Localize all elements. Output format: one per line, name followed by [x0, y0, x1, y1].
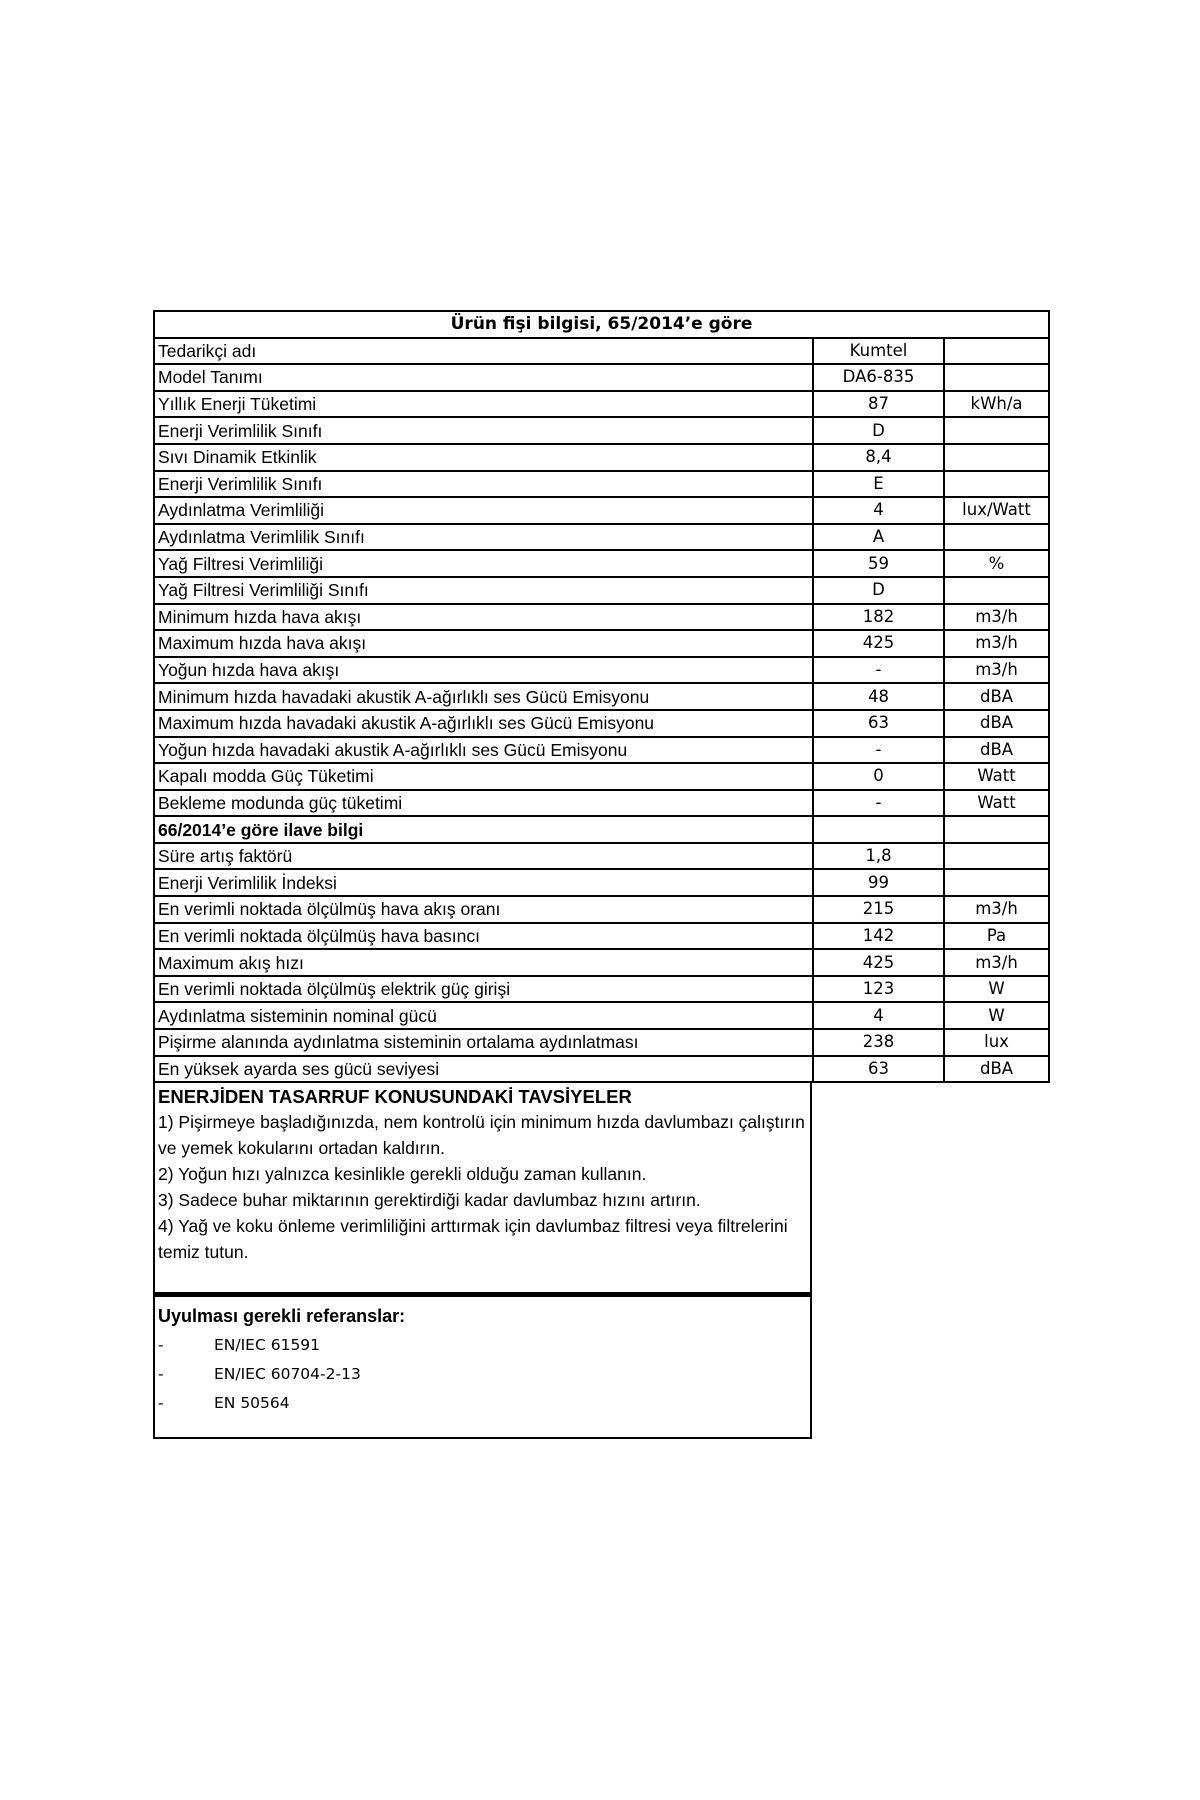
row-unit: dBA	[944, 683, 1049, 710]
row-unit	[944, 338, 1049, 365]
table-row	[154, 444, 1049, 471]
advice-item: 1) Pişirmeye başladığınızda, nem kontrolü için minimum hızda davlumbazı çalıştırın ve yemek kokularını ortadan kaldırın.	[158, 1112, 805, 1159]
row-label: Tedarikçi adı	[154, 338, 813, 365]
row-label: Minimum hızda havadaki akustik A-ağırlıklı ses Gücü Emisyonu	[154, 683, 813, 710]
row-value: D	[813, 417, 944, 444]
row-label: Yoğun hızda hava akışı	[154, 657, 813, 684]
table-title: Ürün fişi bilgisi, 65/2014’e göre	[154, 311, 1049, 338]
row-value: 182	[813, 604, 944, 631]
row-label: En verimli noktada ölçülmüş elektrik güç girişi	[154, 976, 813, 1003]
row-unit: m3/h	[944, 896, 1049, 923]
row-unit	[944, 444, 1049, 471]
table-row	[154, 843, 1049, 870]
references-title: Uyulması gerekli referanslar:	[158, 1306, 406, 1327]
row-unit: dBA	[944, 1056, 1049, 1083]
row-value: 425	[813, 630, 944, 657]
row-value: 48	[813, 683, 944, 710]
row-unit	[944, 417, 1049, 444]
row-label: Minimum hızda hava akışı	[154, 604, 813, 631]
reference-item	[158, 1360, 807, 1389]
row-value: -	[813, 657, 944, 684]
table-row	[154, 869, 1049, 896]
row-label: Pişirme alanında aydınlatma sisteminin ortalama aydınlatması	[154, 1029, 813, 1056]
advice-item: 2) Yoğun hızı yalnızca kesinlikle gerekli olduğu zaman kullanın.	[158, 1164, 647, 1185]
section-heading: 66/2014’e göre ilave bilgi	[154, 816, 813, 843]
reference-standard: EN/IEC 61591	[214, 1336, 321, 1355]
references-box	[153, 1294, 812, 1439]
row-value: 63	[813, 710, 944, 737]
table-row	[154, 657, 1049, 684]
table-row	[154, 976, 1049, 1003]
table-row	[154, 710, 1049, 737]
row-label: Enerji Verimlilik Sınıfı	[154, 417, 813, 444]
table-row	[154, 577, 1049, 604]
row-value: -	[813, 790, 944, 817]
reference-dash: -	[158, 1394, 164, 1413]
row-unit: lux	[944, 1029, 1049, 1056]
product-fiche-sheet	[153, 310, 1048, 1439]
row-unit	[944, 524, 1049, 551]
row-value: 63	[813, 1056, 944, 1083]
row-label: Maximum akış hızı	[154, 949, 813, 976]
product-fiche-table	[153, 310, 1050, 1083]
row-value: 215	[813, 896, 944, 923]
row-unit: kWh/a	[944, 391, 1049, 418]
row-value: 4	[813, 497, 944, 524]
row-value: 87	[813, 391, 944, 418]
row-label: Maximum hızda hava akışı	[154, 630, 813, 657]
table-title-row	[154, 311, 1049, 338]
row-label: Aydınlatma Verimlilik Sınıfı	[154, 524, 813, 551]
row-unit	[944, 364, 1049, 391]
row-unit: m3/h	[944, 604, 1049, 631]
table-row	[154, 524, 1049, 551]
row-unit	[944, 869, 1049, 896]
row-value: DA6-835	[813, 364, 944, 391]
row-label: Sıvı Dinamik Etkinlik	[154, 444, 813, 471]
row-value: E	[813, 471, 944, 498]
table-row	[154, 923, 1049, 950]
row-value: Kumtel	[813, 338, 944, 365]
reference-dash: -	[158, 1336, 164, 1355]
table-row	[154, 497, 1049, 524]
table-row	[154, 364, 1049, 391]
row-value: 142	[813, 923, 944, 950]
table-row	[154, 630, 1049, 657]
row-value: 425	[813, 949, 944, 976]
row-label: Maximum hızda havadaki akustik A-ağırlıklı ses Gücü Emisyonu	[154, 710, 813, 737]
row-unit: dBA	[944, 710, 1049, 737]
table-row	[154, 550, 1049, 577]
row-unit	[944, 577, 1049, 604]
row-label: En yüksek ayarda ses gücü seviyesi	[154, 1056, 813, 1083]
row-unit: dBA	[944, 737, 1049, 764]
table-row	[154, 1056, 1049, 1083]
table-row	[154, 471, 1049, 498]
row-label: Yağ Filtresi Verimliliği Sınıfı	[154, 577, 813, 604]
row-unit: Watt	[944, 763, 1049, 790]
row-label: Model Tanımı	[154, 364, 813, 391]
reference-standard: EN 50564	[214, 1394, 290, 1413]
row-label: Süre artış faktörü	[154, 843, 813, 870]
row-label: Enerji Verimlilik Sınıfı	[154, 471, 813, 498]
row-unit: %	[944, 550, 1049, 577]
table-row	[154, 763, 1049, 790]
row-value: 238	[813, 1029, 944, 1056]
row-value: 0	[813, 763, 944, 790]
row-label: Aydınlatma sisteminin nominal gücü	[154, 1002, 813, 1029]
row-label: En verimli noktada ölçülmüş hava akış oranı	[154, 896, 813, 923]
row-unit: m3/h	[944, 949, 1049, 976]
row-unit: Watt	[944, 790, 1049, 817]
row-unit: W	[944, 1002, 1049, 1029]
row-unit: lux/Watt	[944, 497, 1049, 524]
row-label: Yıllık Enerji Tüketimi	[154, 391, 813, 418]
table-row	[154, 683, 1049, 710]
row-value: 99	[813, 869, 944, 896]
table-row	[154, 737, 1049, 764]
advice-title: ENERJİDEN TASARRUF KONUSUNDAKİ TAVSİYELER	[158, 1086, 632, 1108]
energy-saving-advice-box	[153, 1083, 812, 1294]
table-row	[154, 790, 1049, 817]
row-label: Aydınlatma Verimliliği	[154, 497, 813, 524]
row-value: -	[813, 737, 944, 764]
table-row	[154, 604, 1049, 631]
advice-item: 3) Sadece buhar miktarının gerektirdiği kadar davlumbaz hızını artırın.	[158, 1190, 701, 1211]
table-row	[154, 391, 1049, 418]
row-label: En verimli noktada ölçülmüş hava basıncı	[154, 923, 813, 950]
reference-item	[158, 1331, 807, 1360]
row-label: Enerji Verimlilik İndeksi	[154, 869, 813, 896]
reference-dash: -	[158, 1365, 164, 1384]
reference-standard: EN/IEC 60704-2-13	[214, 1365, 361, 1384]
table-row	[154, 1002, 1049, 1029]
row-label: Bekleme modunda güç tüketimi	[154, 790, 813, 817]
table-row	[154, 1029, 1049, 1056]
row-label: Yoğun hızda havadaki akustik A-ağırlıklı ses Gücü Emisyonu	[154, 737, 813, 764]
table-row	[154, 949, 1049, 976]
row-value: A	[813, 524, 944, 551]
table-row	[154, 338, 1049, 365]
row-unit: m3/h	[944, 630, 1049, 657]
table-row	[154, 417, 1049, 444]
row-value: 123	[813, 976, 944, 1003]
reference-item	[158, 1389, 807, 1418]
row-value	[813, 816, 944, 843]
table-row	[154, 896, 1049, 923]
row-value: 59	[813, 550, 944, 577]
row-unit	[944, 843, 1049, 870]
row-unit: m3/h	[944, 657, 1049, 684]
section-header-row	[154, 816, 1049, 843]
advice-item: 4) Yağ ve koku önleme verimliliğini arttırmak için davlumbaz filtresi veya filtrelerini temiz tutun.	[158, 1216, 788, 1263]
row-unit: Pa	[944, 923, 1049, 950]
row-label: Yağ Filtresi Verimliliği	[154, 550, 813, 577]
row-value: 4	[813, 1002, 944, 1029]
row-value: 1,8	[813, 843, 944, 870]
row-label: Kapalı modda Güç Tüketimi	[154, 763, 813, 790]
row-unit	[944, 816, 1049, 843]
row-value: D	[813, 577, 944, 604]
row-value: 8,4	[813, 444, 944, 471]
row-unit: W	[944, 976, 1049, 1003]
row-unit	[944, 471, 1049, 498]
